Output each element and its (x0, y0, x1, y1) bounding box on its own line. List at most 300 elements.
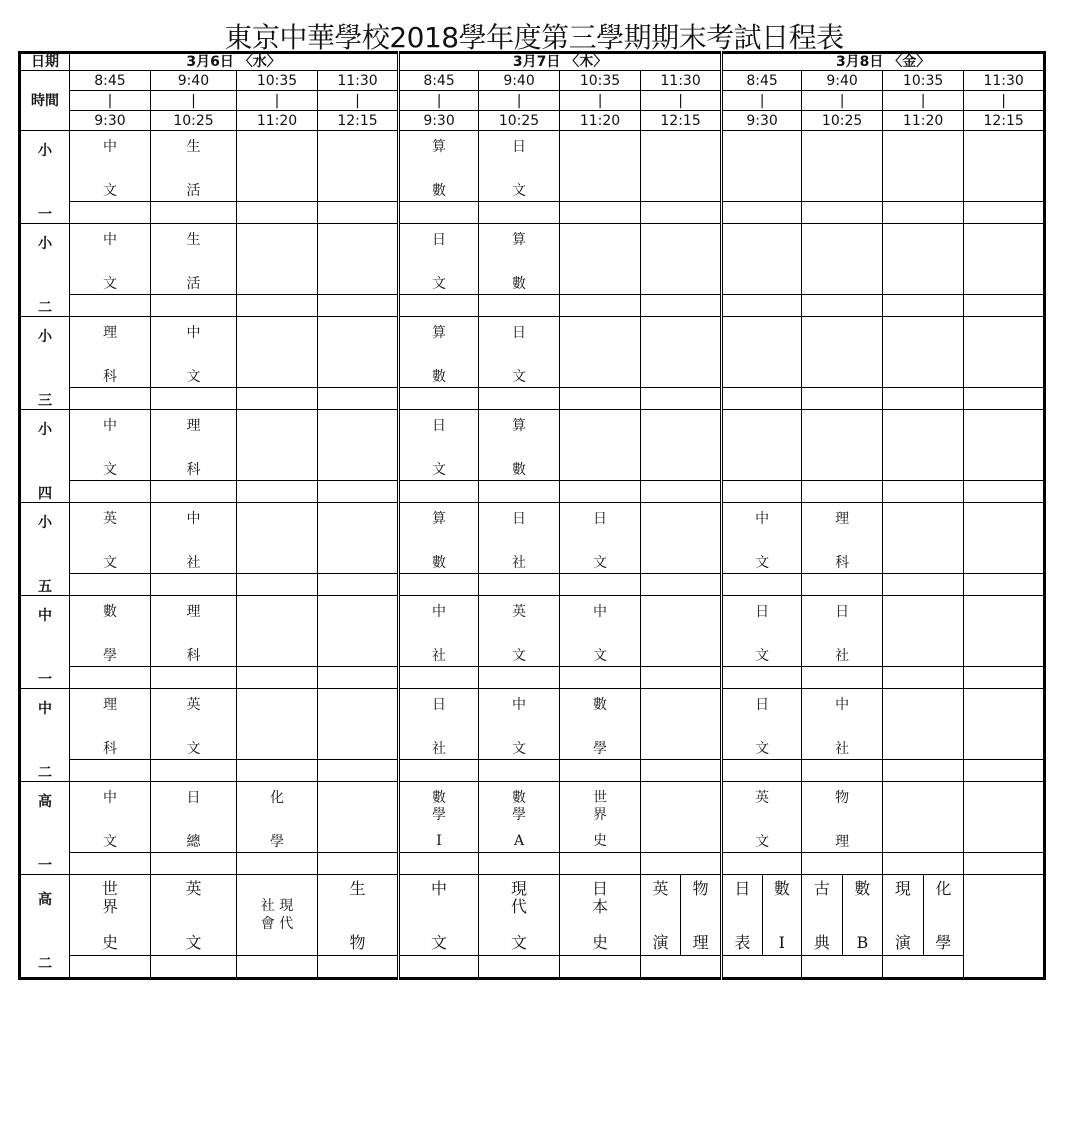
subject-cell (560, 503, 641, 574)
subject-cell (70, 689, 151, 760)
subject-char: 數 (512, 276, 527, 292)
subject-cell-split (641, 875, 722, 956)
subject-cell-split (802, 875, 883, 956)
subject-char: 數 (854, 879, 871, 898)
end-time: 9:30 (70, 111, 151, 131)
subject-cell (722, 131, 802, 202)
grade-row (20, 596, 1045, 667)
time-dash: | (479, 91, 560, 111)
time-row (20, 91, 1045, 111)
subject-char: 科 (186, 462, 201, 478)
subject-char: 學 (593, 741, 608, 757)
subject-char: 數 (432, 555, 447, 571)
subject-cell (70, 596, 151, 667)
subject-char: 文 (103, 462, 117, 478)
day-header: 3月7日 〈木〉 (399, 53, 722, 71)
subject-char: 數 (432, 369, 447, 385)
subject-char: 算 (432, 511, 447, 527)
subject-cell (70, 782, 151, 853)
subject-cell (151, 503, 237, 574)
grade-label-char: 四 (38, 486, 52, 502)
subject-cell (883, 782, 964, 853)
start-time: 9:40 (479, 71, 560, 91)
subject-text: 社 現 (260, 898, 294, 914)
start-time: 9:40 (802, 71, 883, 91)
start-time: 11:30 (318, 71, 399, 91)
subject-cell (237, 131, 318, 202)
subject-char: 算 (432, 325, 447, 341)
subject-char: 文 (431, 933, 448, 952)
subject-char: 數 (512, 790, 527, 806)
subject-cell (70, 503, 151, 574)
subject-char: 表 (734, 933, 751, 952)
subject-cell (151, 131, 237, 202)
subject-char: 中 (432, 604, 447, 620)
subject-cell (399, 224, 479, 295)
subject-cell (641, 689, 722, 760)
subject-char: 日 (432, 697, 447, 713)
subject-char: 理 (103, 325, 117, 341)
subject-cell (479, 317, 560, 388)
day-header: 3月6日 〈水〉 (70, 53, 399, 71)
grade-label (20, 782, 70, 875)
subject-cell (479, 503, 560, 574)
time-dash: | (560, 91, 641, 111)
subject-cell (479, 224, 560, 295)
subject-char: 數 (773, 879, 790, 898)
subject-cell (641, 503, 722, 574)
subject-cell (964, 689, 1045, 760)
subject-char: 文 (593, 648, 608, 664)
subject-char: 學 (935, 933, 952, 952)
subject-cell (318, 875, 399, 956)
subject-cell (151, 689, 237, 760)
grade-label-char: 二 (38, 765, 52, 781)
start-time: 8:45 (399, 71, 479, 91)
date-header-row (20, 53, 1045, 71)
start-time: 9:40 (151, 71, 237, 91)
subject-char: 文 (755, 741, 770, 757)
time-row (20, 111, 1045, 131)
grade-row (20, 410, 1045, 481)
subject-cell (151, 782, 237, 853)
grade-row (20, 689, 1045, 760)
subject-cell (964, 131, 1045, 202)
time-dash: | (151, 91, 237, 111)
subject-char: 文 (186, 741, 201, 757)
subject-cell (883, 317, 964, 388)
subject-char: 界 (101, 897, 118, 916)
grade-label (20, 596, 70, 689)
subject-cell (722, 596, 802, 667)
time-dash: | (802, 91, 883, 111)
subject-cell (802, 596, 883, 667)
subject-char: 文 (432, 462, 447, 478)
subject-char: 日 (512, 325, 527, 341)
subject-char: 科 (103, 369, 117, 385)
subject-cell (318, 596, 399, 667)
subject-cell (237, 224, 318, 295)
grade-blank-row (20, 853, 1045, 875)
subject-char: 本 (592, 897, 609, 916)
subject-cell (70, 410, 151, 481)
subject-char: 文 (103, 276, 117, 292)
subject-char: 文 (185, 933, 202, 952)
subject-char: 中 (103, 232, 117, 248)
time-dash: | (399, 91, 479, 111)
end-time: 11:20 (237, 111, 318, 131)
subject-cell (560, 689, 641, 760)
subject-cell (964, 224, 1045, 295)
grade-label-char: 高 (38, 892, 52, 908)
grade-row (20, 503, 1045, 574)
subject-char: 英 (186, 697, 201, 713)
subject-char: 中 (103, 790, 117, 806)
subject-char: 文 (512, 369, 527, 385)
subject-cell (641, 317, 722, 388)
grade-label-char: 中 (38, 608, 52, 624)
subject-cell (151, 875, 237, 956)
subject-cell (399, 131, 479, 202)
subject-char: 英 (103, 511, 117, 527)
time-dash: | (964, 91, 1045, 111)
subject-char: 文 (103, 183, 117, 199)
subject-char: 數 (512, 462, 527, 478)
subject-cell (318, 131, 399, 202)
subject-cell (399, 875, 479, 956)
subject-cell (70, 317, 151, 388)
grade-label-char: 二 (38, 956, 52, 972)
subject-char: 科 (835, 555, 850, 571)
subject-cell (560, 875, 641, 956)
subject-char: 數 (432, 183, 447, 199)
grade-blank-row (20, 956, 1045, 979)
subject-char: 中 (186, 325, 201, 341)
subject-cell (802, 782, 883, 853)
date-label: 日期 (20, 53, 70, 71)
subject-char: A (513, 833, 525, 849)
grade-row (20, 131, 1045, 202)
subject-char: 社 (432, 741, 447, 757)
grade-label (20, 224, 70, 317)
subject-cell (802, 689, 883, 760)
subject-char: 理 (835, 834, 850, 850)
exam-schedule-table (18, 51, 1046, 980)
subject-char: 學 (103, 648, 117, 664)
end-time: 9:30 (722, 111, 802, 131)
subject-cell (722, 410, 802, 481)
subject-cell (318, 224, 399, 295)
subject-char: 文 (103, 555, 117, 571)
subject-char: 日 (593, 511, 608, 527)
start-time: 11:30 (964, 71, 1045, 91)
subject-cell (964, 317, 1045, 388)
subject-cell (722, 224, 802, 295)
subject-char: 學 (270, 834, 284, 850)
end-time: 12:15 (964, 111, 1045, 131)
subject-cell (318, 410, 399, 481)
subject-cell (151, 317, 237, 388)
subject-char: 英 (512, 604, 527, 620)
end-time: 10:25 (802, 111, 883, 131)
subject-char: 文 (755, 555, 770, 571)
subject-char: 日 (592, 879, 609, 898)
subject-cell (479, 131, 560, 202)
grade-label (20, 131, 70, 224)
subject-char: 日 (186, 790, 201, 806)
grade-label-char: 小 (38, 236, 52, 252)
day-header: 3月8日 〈金〉 (722, 53, 1045, 71)
subject-char: 數 (432, 790, 447, 806)
time-dash: | (722, 91, 802, 111)
subject-cell (641, 224, 722, 295)
subject-char: 演 (652, 933, 669, 952)
subject-cell (883, 596, 964, 667)
subject-char: 中 (186, 511, 201, 527)
subject-char: B (856, 933, 869, 952)
page-title: 東京中華學校2018學年度第三學期期末考試日程表 (224, 21, 844, 54)
subject-cell (479, 689, 560, 760)
subject-char: 現 (894, 879, 911, 898)
subject-cell (399, 782, 479, 853)
grade-label-char: 一 (38, 207, 52, 223)
subject-char: 生 (186, 232, 201, 248)
subject-cell (560, 317, 641, 388)
start-time: 11:30 (641, 71, 722, 91)
subject-cell (479, 782, 560, 853)
time-label: 時間 (20, 71, 70, 131)
subject-cell (641, 596, 722, 667)
time-dash: | (641, 91, 722, 111)
subject-char: 理 (692, 933, 709, 952)
grade-blank-row (20, 760, 1045, 782)
subject-cell (641, 410, 722, 481)
subject-cell (237, 875, 318, 956)
subject-cell (964, 782, 1045, 853)
subject-char: 文 (512, 183, 527, 199)
subject-char: 文 (755, 834, 770, 850)
subject-char: 生 (186, 139, 201, 155)
subject-char: 文 (103, 834, 117, 850)
time-dash: | (883, 91, 964, 111)
subject-cell (318, 503, 399, 574)
end-time: 12:15 (318, 111, 399, 131)
subject-char: 日 (432, 232, 447, 248)
grade-label (20, 317, 70, 410)
grade-row-g11 (20, 875, 1045, 956)
subject-cell (802, 224, 883, 295)
subject-cell (70, 131, 151, 202)
subject-cell (237, 410, 318, 481)
start-time: 10:35 (237, 71, 318, 91)
subject-char: 史 (101, 933, 118, 952)
subject-char: 日 (432, 418, 447, 434)
end-time: 10:25 (151, 111, 237, 131)
subject-char: 理 (186, 418, 201, 434)
subject-char: I (778, 933, 785, 952)
grade-label-char: 中 (38, 701, 52, 717)
subject-char: 世 (593, 790, 608, 806)
subject-char: 日 (734, 879, 751, 898)
subject-char: 演 (894, 933, 911, 952)
grade-blank-row (20, 574, 1045, 596)
subject-char: 世 (101, 879, 118, 898)
subject-cell (318, 782, 399, 853)
subject-char: 中 (835, 697, 850, 713)
time-dash: | (237, 91, 318, 111)
subject-char: 日 (512, 511, 527, 527)
end-time: 11:20 (883, 111, 964, 131)
subject-cell (151, 596, 237, 667)
subject-char: 中 (103, 139, 117, 155)
subject-char: 現 (511, 879, 528, 898)
subject-char: 日 (755, 604, 770, 620)
subject-char: 理 (186, 604, 201, 620)
subject-cell (560, 410, 641, 481)
subject-char: 中 (431, 879, 448, 898)
subject-cell-split (883, 875, 964, 956)
grade-label-char: 小 (38, 515, 52, 531)
subject-char: 物 (349, 933, 366, 952)
subject-char: 理 (835, 511, 850, 527)
subject-char: 物 (692, 879, 709, 898)
time-dash: | (318, 91, 399, 111)
subject-char: 算 (512, 232, 527, 248)
subject-char: 史 (593, 833, 608, 849)
subject-cell (883, 224, 964, 295)
subject-char: 社 (835, 648, 850, 664)
subject-char: 英 (652, 879, 669, 898)
grade-label-char: 五 (38, 579, 52, 595)
subject-char: 中 (755, 511, 770, 527)
subject-cell (70, 875, 151, 956)
subject-char: 日 (835, 604, 850, 620)
subject-char: 文 (511, 933, 528, 952)
grade-label-char: 小 (38, 143, 52, 159)
subject-cell (70, 224, 151, 295)
subject-cell (883, 689, 964, 760)
start-time: 10:35 (560, 71, 641, 91)
subject-cell (399, 596, 479, 667)
end-time: 12:15 (641, 111, 722, 131)
subject-cell (399, 410, 479, 481)
subject-char: 文 (512, 741, 527, 757)
subject-cell (722, 317, 802, 388)
subject-cell (964, 503, 1045, 574)
subject-char: 中 (593, 604, 608, 620)
subject-cell (399, 317, 479, 388)
subject-cell (641, 131, 722, 202)
subject-cell (237, 782, 318, 853)
subject-char: 代 (511, 897, 528, 916)
subject-cell (883, 503, 964, 574)
subject-char: 化 (270, 790, 284, 806)
subject-cell (318, 689, 399, 760)
subject-char: 文 (593, 555, 608, 571)
subject-char: 典 (813, 933, 830, 952)
end-time: 10:25 (479, 111, 560, 131)
subject-char: 數 (593, 697, 608, 713)
subject-cell (560, 224, 641, 295)
subject-char: 日 (755, 697, 770, 713)
subject-cell (237, 317, 318, 388)
grade-label-char: 一 (38, 858, 52, 874)
subject-cell (722, 503, 802, 574)
subject-char: 英 (185, 879, 202, 898)
start-time: 8:45 (70, 71, 151, 91)
subject-char: 學 (512, 807, 527, 823)
subject-cell (479, 410, 560, 481)
subject-cell (802, 410, 883, 481)
subject-char: 理 (103, 697, 117, 713)
grade-blank-row (20, 388, 1045, 410)
subject-cell (883, 131, 964, 202)
subject-cell (560, 131, 641, 202)
grade-row (20, 224, 1045, 295)
grade-label-char: 一 (38, 672, 52, 688)
subject-char: 界 (593, 807, 608, 823)
subject-text: 會 代 (260, 916, 294, 932)
subject-cell (479, 596, 560, 667)
subject-char: 文 (755, 648, 770, 664)
subject-char: 文 (512, 648, 527, 664)
subject-char: 社 (186, 555, 201, 571)
start-time: 8:45 (722, 71, 802, 91)
subject-cell (722, 782, 802, 853)
subject-char: 史 (592, 933, 609, 952)
subject-char: 學 (432, 807, 447, 823)
subject-cell (399, 689, 479, 760)
grade-label (20, 689, 70, 782)
subject-cell (237, 689, 318, 760)
subject-cell-split (722, 875, 802, 956)
subject-cell (237, 596, 318, 667)
subject-char: 活 (186, 276, 201, 292)
subject-char: 活 (186, 183, 201, 199)
subject-char: 物 (835, 790, 850, 806)
subject-char: 科 (186, 648, 201, 664)
subject-cell (560, 596, 641, 667)
start-time: 10:35 (883, 71, 964, 91)
subject-cell (641, 782, 722, 853)
subject-char: 中 (512, 697, 527, 713)
subject-char: 總 (186, 834, 201, 850)
subject-char: 古 (813, 879, 830, 898)
subject-char: 化 (935, 879, 952, 898)
subject-char: 數 (103, 604, 117, 620)
time-row (20, 71, 1045, 91)
end-time: 11:20 (560, 111, 641, 131)
subject-char: 文 (186, 369, 201, 385)
subject-char: 社 (512, 555, 527, 571)
grade-label (20, 503, 70, 596)
subject-char: 日 (512, 139, 527, 155)
grade-label-char: 小 (38, 422, 52, 438)
subject-cell (560, 782, 641, 853)
grade-blank-row (20, 481, 1045, 503)
grade-label-char: 小 (38, 329, 52, 345)
subject-cell (802, 131, 883, 202)
grade-label-char: 三 (38, 393, 52, 409)
subject-char: 算 (512, 418, 527, 434)
subject-cell (722, 689, 802, 760)
subject-char: 英 (755, 790, 770, 806)
subject-char: 生 (349, 879, 366, 898)
subject-cell (964, 596, 1045, 667)
subject-cell (237, 503, 318, 574)
subject-char: 社 (835, 741, 850, 757)
grade-row (20, 782, 1045, 853)
